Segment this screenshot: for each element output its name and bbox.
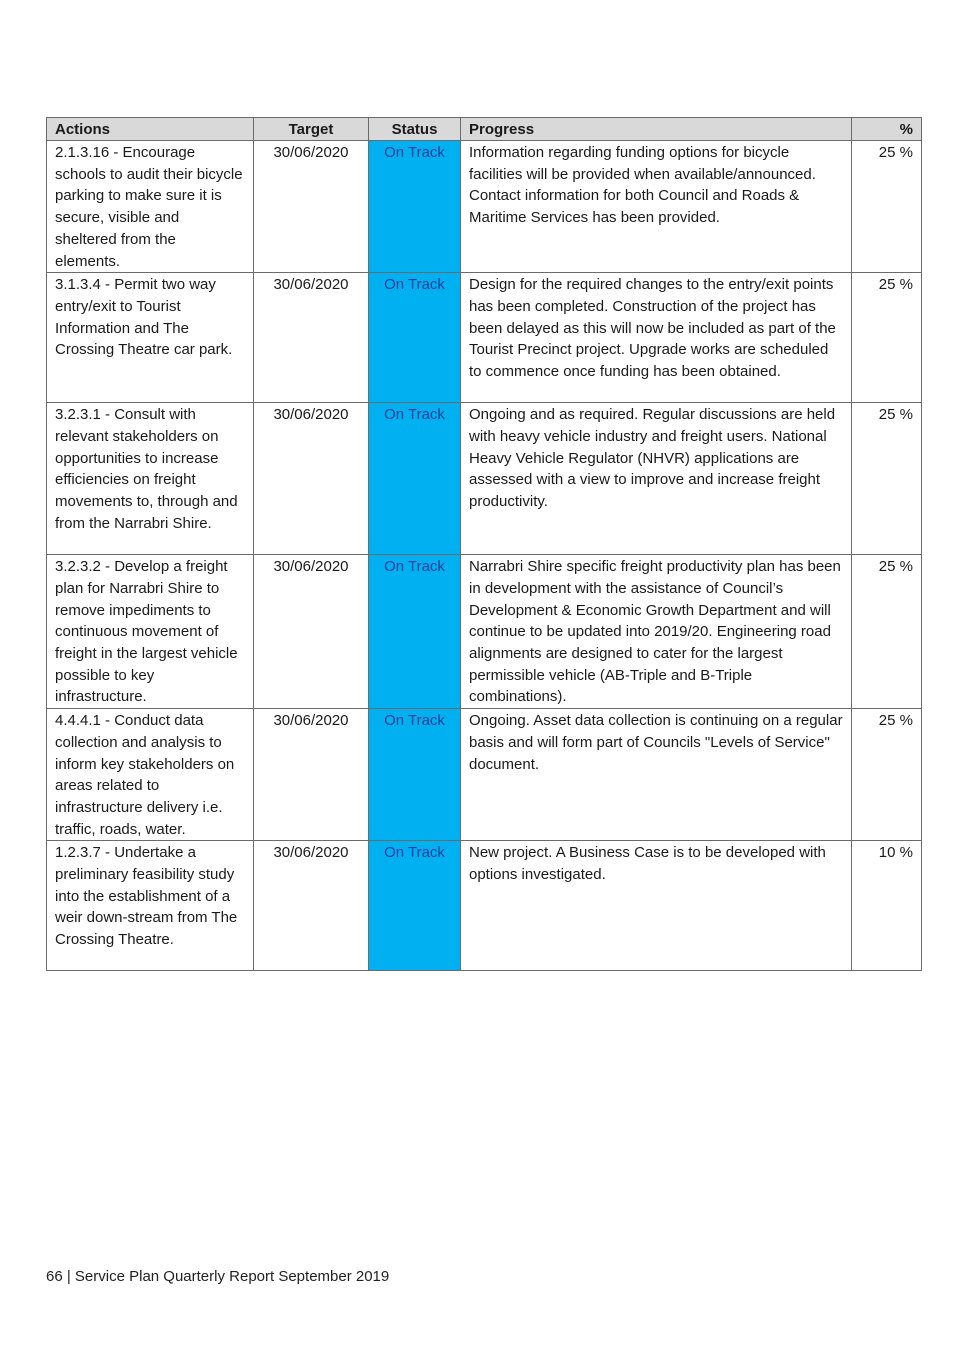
target-date-cell: 30/06/2020 <box>254 273 369 403</box>
table-row <box>47 141 922 273</box>
target-date-cell: 30/06/2020 <box>254 403 369 555</box>
progress-cell: Narrabri Shire specific freight productivity plan has been in development with the assistance of Council’s Development & Economic Growth Department and will continue to be updated into 2019/20. Engineering road alignments are designed to cater for the largest permissible vehicle (AB-Triple and B-Triple combinations). <box>461 555 852 709</box>
status-badge: On Track <box>369 709 461 841</box>
percent-cell: 25 % <box>852 709 922 841</box>
percent-cell: 25 % <box>852 273 922 403</box>
target-date-cell: 30/06/2020 <box>254 841 369 971</box>
progress-cell: Ongoing. Asset data collection is continuing on a regular basis and will form part of Councils "Levels of Service" document. <box>461 709 852 841</box>
table-header-row <box>47 118 922 141</box>
header-progress: Progress <box>461 118 852 141</box>
status-badge: On Track <box>369 403 461 555</box>
status-badge: On Track <box>369 555 461 709</box>
progress-cell: Design for the required changes to the entry/exit points has been completed. Construction of the project has been delayed as this will now be included as part of the Tourist Precinct project. Upgrade works are scheduled to commence once funding has been obtained. <box>461 273 852 403</box>
header-target: Target <box>254 118 369 141</box>
progress-cell: New project. A Business Case is to be developed with options investigated. <box>461 841 852 971</box>
action-cell: 1.2.3.7 - Undertake a preliminary feasibility study into the establishment of a weir down-stream from The Crossing Theatre. <box>47 841 254 971</box>
action-cell: 3.2.3.1 - Consult with relevant stakeholders on opportunities to increase efficiencies on freight movements to, through and from the Narrabri Shire. <box>47 403 254 555</box>
service-plan-actions-table <box>46 117 922 971</box>
header-status: Status <box>369 118 461 141</box>
target-date-cell: 30/06/2020 <box>254 709 369 841</box>
page-footer: 66 | Service Plan Quarterly Report September 2019 <box>46 1268 390 1285</box>
table-row <box>47 841 922 971</box>
percent-cell: 25 % <box>852 141 922 273</box>
action-cell: 3.2.3.2 - Develop a freight plan for Narrabri Shire to remove impediments to continuous movement of freight in the largest vehicle possible to key infrastructure. <box>47 555 254 709</box>
target-date-cell: 30/06/2020 <box>254 555 369 709</box>
table-row <box>47 273 922 403</box>
action-cell: 2.1.3.16 - Encourage schools to audit their bicycle parking to make sure it is secure, visible and sheltered from the elements. <box>47 141 254 273</box>
percent-cell: 25 % <box>852 403 922 555</box>
header-percent: % <box>852 118 922 141</box>
table-row <box>47 403 922 555</box>
table-row <box>47 709 922 841</box>
header-actions: Actions <box>47 118 254 141</box>
status-badge: On Track <box>369 141 461 273</box>
status-badge: On Track <box>369 273 461 403</box>
target-date-cell: 30/06/2020 <box>254 141 369 273</box>
percent-cell: 10 % <box>852 841 922 971</box>
status-badge: On Track <box>369 841 461 971</box>
percent-cell: 25 % <box>852 555 922 709</box>
progress-cell: Information regarding funding options for bicycle facilities will be provided when available/announced. Contact information for both Council and Roads & Maritime Services has been provided. <box>461 141 852 273</box>
action-cell: 4.4.4.1 - Conduct data collection and analysis to inform key stakeholders on areas related to infrastructure delivery i.e. traffic, roads, water. <box>47 709 254 841</box>
progress-cell: Ongoing and as required. Regular discussions are held with heavy vehicle industry and freight users. National Heavy Vehicle Regulator (NHVR) applications are assessed with a view to improve and increase freight productivity. <box>461 403 852 555</box>
action-cell: 3.1.3.4 - Permit two way entry/exit to Tourist Information and The Crossing Theatre car park. <box>47 273 254 403</box>
table-row <box>47 555 922 709</box>
